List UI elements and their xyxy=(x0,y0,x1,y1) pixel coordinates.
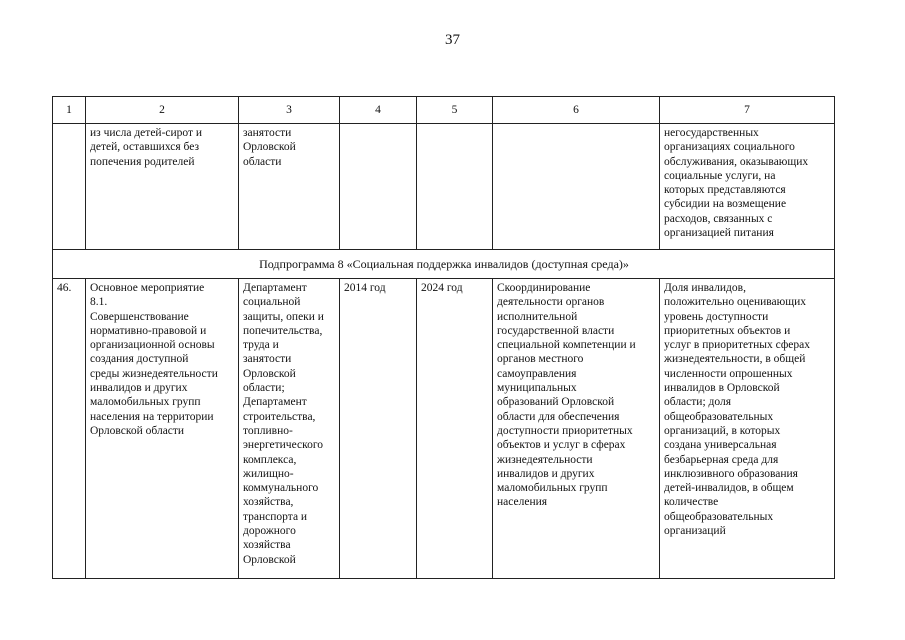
cell-indicators: негосударственных организациях социального обслуживания, оказывающих социальные услуги, на которых представляются субсидии на возмещение расходов, связанных с организацией питания xyxy=(660,124,835,250)
subprogram-row xyxy=(53,250,835,279)
cell-start-year: 2014 год xyxy=(340,279,417,579)
cell-executor: Департамент социальной защиты, опеки и попечительства, труда и занятости Орловской области; Департамент строительства, топливно- энергетического комплекса, жилищно- коммунального хозяйства, транспорта и дорожного хозяйства Орловской xyxy=(239,279,340,579)
cell-expected-result xyxy=(493,124,660,250)
column-number-5: 5 xyxy=(417,97,493,124)
column-number-6: 6 xyxy=(493,97,660,124)
measures-table xyxy=(52,96,835,579)
page-number: 37 xyxy=(445,32,460,48)
cell-expected-result: Скоординирование деятельности органов исполнительной государственной власти специальной компетенции и органов местного самоуправления муниципальных образований Орловской области для обеспечения доступности приоритетных объектов и услуг в сферах жизнедеятельности инвалидов и других маломобильных групп населения xyxy=(493,279,660,579)
cell-number xyxy=(53,124,86,250)
cell-measure-name: Основное мероприятие 8.1. Совершенствование нормативно-правовой и организационной основы создания доступной среды жизнедеятельности инвалидов и других маломобильных групп населения на территории Орловской области xyxy=(86,279,239,579)
column-number-3: 3 xyxy=(239,97,340,124)
cell-start-year xyxy=(340,124,417,250)
cell-indicators: Доля инвалидов, положительно оценивающих уровень доступности приоритетных объектов и услуг в приоритетных сферах жизнедеятельности, в общей численности опрошенных инвалидов в Орловской области; доля общеобразовательных организаций, в которых создана универсальная безбарьерная среда для инклюзивного образования детей-инвалидов, в общем количестве общеобразовательных организаций xyxy=(660,279,835,579)
column-number-1: 1 xyxy=(53,97,86,124)
cell-number: 46. xyxy=(53,279,86,579)
column-number-7: 7 xyxy=(660,97,835,124)
continuation-row xyxy=(53,124,835,250)
column-number-2: 2 xyxy=(86,97,239,124)
cell-executor: занятости Орловской области xyxy=(239,124,340,250)
column-number-4: 4 xyxy=(340,97,417,124)
table-row xyxy=(53,279,835,579)
column-number-row xyxy=(53,97,835,124)
cell-measure-name: из числа детей-сирот и детей, оставшихся без попечения родителей xyxy=(86,124,239,250)
subprogram-title: Подпрограмма 8 «Социальная поддержка инвалидов (доступная среда)» xyxy=(53,250,835,279)
cell-end-year xyxy=(417,124,493,250)
cell-end-year: 2024 год xyxy=(417,279,493,579)
